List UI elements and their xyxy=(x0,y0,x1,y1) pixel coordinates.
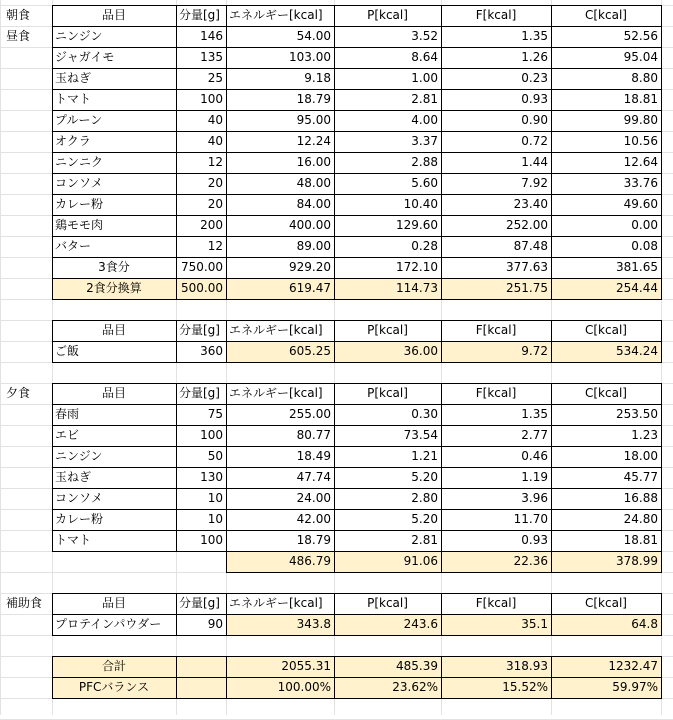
header-p: P[kcal] xyxy=(367,8,408,22)
value-cell: 11.70 xyxy=(513,512,548,526)
value-cell: 100.00% xyxy=(277,680,331,694)
header-energy: エネルギー[kcal] xyxy=(229,8,323,22)
value-cell: 75 xyxy=(207,407,223,421)
value-cell: 619.47 xyxy=(289,281,331,295)
value-cell: 80.77 xyxy=(296,428,331,442)
value-cell: 255.00 xyxy=(289,407,331,421)
value-cell: 47.74 xyxy=(296,470,331,484)
value-cell: 91.06 xyxy=(403,554,438,568)
value-cell: 318.93 xyxy=(506,659,548,673)
value-cell: 0.00 xyxy=(631,218,658,232)
item-name-cell: ニンジン xyxy=(55,449,103,463)
value-cell: 1232.47 xyxy=(608,659,658,673)
value-cell: 0.46 xyxy=(521,449,548,463)
value-cell: 485.39 xyxy=(396,659,438,673)
value-cell: 1.35 xyxy=(521,29,548,43)
header-item: 品目 xyxy=(101,323,126,337)
value-cell: 99.80 xyxy=(623,113,658,127)
item-row xyxy=(0,26,673,47)
header-c: C[kcal] xyxy=(585,386,627,400)
section-label-lunch: 昼食 xyxy=(6,29,31,43)
value-cell: 3.37 xyxy=(411,134,438,148)
header-c: C[kcal] xyxy=(585,596,627,610)
item-name-cell: コンソメ xyxy=(55,491,103,505)
header-row xyxy=(0,320,673,341)
item-name-cell: 合計 xyxy=(101,659,126,673)
value-cell xyxy=(176,656,226,677)
value-cell: 243.6 xyxy=(403,617,438,631)
value-cell: 40 xyxy=(207,113,223,127)
value-cell: 0.30 xyxy=(411,407,438,421)
value-cell: 251.75 xyxy=(506,281,548,295)
item-row xyxy=(0,425,673,446)
value-cell: 10 xyxy=(207,512,223,526)
item-name-cell: ニンニク xyxy=(55,155,104,169)
item-row xyxy=(0,89,673,110)
header-item: 品目 xyxy=(101,596,126,610)
item-name-cell: エビ xyxy=(55,428,80,442)
value-cell: 2.77 xyxy=(521,428,548,442)
header-item: 品目 xyxy=(101,8,126,22)
item-row xyxy=(0,614,673,635)
value-cell: 90 xyxy=(207,617,223,631)
value-cell: 20 xyxy=(207,197,223,211)
value-cell: 2.80 xyxy=(411,491,438,505)
value-cell: 12.64 xyxy=(623,155,658,169)
header-item: 品目 xyxy=(101,386,126,400)
value-cell: 48.00 xyxy=(296,176,331,190)
value-cell: 16.00 xyxy=(296,155,331,169)
value-cell: 89.00 xyxy=(296,239,331,253)
item-name-cell: ジャガイモ xyxy=(55,50,115,64)
value-cell: 95.00 xyxy=(296,113,331,127)
summary-row xyxy=(0,257,673,278)
value-cell: 36.00 xyxy=(403,344,438,358)
section-label-dinner: 夕食 xyxy=(6,386,31,400)
item-row xyxy=(0,173,673,194)
item-row xyxy=(0,341,673,362)
value-cell: 486.79 xyxy=(289,554,331,568)
header-amount: 分量[g] xyxy=(179,386,220,400)
value-cell: 0.08 xyxy=(631,239,658,253)
item-row xyxy=(0,404,673,425)
item-row xyxy=(0,488,673,509)
value-cell: 0.93 xyxy=(521,533,548,547)
item-name-cell: ニンジン xyxy=(55,29,103,43)
item-name-cell: ご飯 xyxy=(55,344,80,358)
value-cell: 22.36 xyxy=(513,554,548,568)
value-cell: 4.00 xyxy=(411,113,438,127)
value-cell: 1.44 xyxy=(521,155,548,169)
value-cell: 253.50 xyxy=(616,407,658,421)
value-cell: 5.20 xyxy=(411,470,438,484)
value-cell: 1.19 xyxy=(521,470,548,484)
header-energy: エネルギー[kcal] xyxy=(229,596,323,610)
value-cell: 534.24 xyxy=(616,344,658,358)
value-cell: 50 xyxy=(207,449,223,463)
header-f: F[kcal] xyxy=(475,596,517,610)
value-cell: 87.48 xyxy=(513,239,548,253)
value-cell: 100 xyxy=(200,428,223,442)
value-cell: 172.10 xyxy=(396,260,438,274)
value-cell: 400.00 xyxy=(289,218,331,232)
item-name-cell: プルーン xyxy=(55,113,103,127)
item-name-cell: トマト xyxy=(55,92,92,106)
value-cell: 3.96 xyxy=(521,491,548,505)
item-row xyxy=(0,530,673,551)
value-cell: 45.77 xyxy=(623,470,658,484)
value-cell: 49.60 xyxy=(623,197,658,211)
item-name-cell: PFCバランス xyxy=(78,680,150,694)
value-cell: 95.04 xyxy=(623,50,658,64)
header-p: P[kcal] xyxy=(367,596,408,610)
value-cell: 5.60 xyxy=(411,176,438,190)
item-name-cell: カレー粉 xyxy=(55,197,104,211)
item-row xyxy=(0,467,673,488)
header-p: P[kcal] xyxy=(367,323,408,337)
header-f: F[kcal] xyxy=(475,8,517,22)
summary-row xyxy=(0,656,673,677)
value-cell: 0.93 xyxy=(521,92,548,106)
item-name-cell: コンソメ xyxy=(55,176,103,190)
value-cell: 114.73 xyxy=(396,281,438,295)
value-cell: 500.00 xyxy=(181,281,223,295)
value-cell: 12 xyxy=(207,155,223,169)
value-cell: 24.80 xyxy=(623,512,658,526)
value-cell: 54.00 xyxy=(296,29,331,43)
item-name-cell: オクラ xyxy=(55,134,91,148)
value-cell: 0.90 xyxy=(521,113,548,127)
value-cell: 64.8 xyxy=(631,617,658,631)
value-cell xyxy=(176,677,226,698)
value-cell: 929.20 xyxy=(289,260,331,274)
item-row xyxy=(0,131,673,152)
value-cell: 73.54 xyxy=(403,428,438,442)
header-row xyxy=(0,5,673,26)
value-cell: 129.60 xyxy=(396,218,438,232)
header-energy: エネルギー[kcal] xyxy=(229,386,323,400)
value-cell: 33.76 xyxy=(623,176,658,190)
item-row xyxy=(0,509,673,530)
item-name-cell: トマト xyxy=(55,533,92,547)
item-name-cell: 2食分換算 xyxy=(86,281,142,295)
header-f: F[kcal] xyxy=(475,323,517,337)
item-row xyxy=(0,68,673,89)
value-cell: 18.79 xyxy=(296,533,331,547)
section-label-breakfast: 朝食 xyxy=(6,8,31,22)
value-cell: 2.81 xyxy=(411,92,438,106)
value-cell: 377.63 xyxy=(506,260,548,274)
value-cell: 12 xyxy=(207,239,223,253)
item-name-cell: プロテインパウダー xyxy=(55,617,162,631)
header-amount: 分量[g] xyxy=(179,323,220,337)
value-cell: 23.40 xyxy=(513,197,548,211)
value-cell: 252.00 xyxy=(506,218,548,232)
value-cell: 18.81 xyxy=(623,533,658,547)
value-cell: 1.26 xyxy=(521,50,548,64)
value-cell: 18.81 xyxy=(623,92,658,106)
item-name-cell: 3食分 xyxy=(98,260,130,274)
item-row xyxy=(0,215,673,236)
value-cell: 103.00 xyxy=(289,50,331,64)
value-cell: 135 xyxy=(200,50,223,64)
value-cell: 10 xyxy=(207,491,223,505)
item-name-cell: カレー粉 xyxy=(55,512,104,526)
item-row xyxy=(0,47,673,68)
value-cell: 1.21 xyxy=(411,449,438,463)
header-c: C[kcal] xyxy=(585,323,627,337)
item-row xyxy=(0,194,673,215)
value-cell: 254.44 xyxy=(616,281,658,295)
item-name-cell: 玉ねぎ xyxy=(55,470,92,484)
value-cell: 2055.31 xyxy=(281,659,331,673)
summary-row xyxy=(0,551,673,572)
header-c: C[kcal] xyxy=(585,8,627,22)
value-cell: 25 xyxy=(207,71,223,85)
value-cell: 381.65 xyxy=(616,260,658,274)
value-cell: 3.52 xyxy=(411,29,438,43)
value-cell: 10.40 xyxy=(403,197,438,211)
value-cell: 360 xyxy=(200,344,223,358)
item-name-cell: 鶏モモ肉 xyxy=(55,218,104,232)
item-name-cell: バター xyxy=(55,239,92,253)
value-cell: 42.00 xyxy=(296,512,331,526)
value-cell: 1.23 xyxy=(631,428,658,442)
value-cell: 24.00 xyxy=(296,491,331,505)
value-cell: 100 xyxy=(200,92,223,106)
header-row xyxy=(0,593,673,614)
value-cell: 9.72 xyxy=(521,344,548,358)
value-cell: 2.88 xyxy=(411,155,438,169)
header-energy: エネルギー[kcal] xyxy=(229,323,323,337)
value-cell: 59.97% xyxy=(612,680,658,694)
header-amount: 分量[g] xyxy=(179,8,220,22)
value-cell: 343.8 xyxy=(296,617,331,631)
value-cell: 8.80 xyxy=(631,71,658,85)
header-amount: 分量[g] xyxy=(179,596,220,610)
header-p: P[kcal] xyxy=(367,386,408,400)
value-cell: 15.52% xyxy=(502,680,548,694)
value-cell: 605.25 xyxy=(289,344,331,358)
value-cell: 130 xyxy=(200,470,223,484)
value-cell: 200 xyxy=(200,218,223,232)
value-cell: 8.64 xyxy=(411,50,438,64)
value-cell: 12.24 xyxy=(296,134,331,148)
item-name-cell: 玉ねぎ xyxy=(55,71,92,85)
header-row xyxy=(0,383,673,404)
value-cell: 40 xyxy=(207,134,223,148)
summary-row xyxy=(0,278,673,299)
value-cell: 146 xyxy=(200,29,223,43)
item-row xyxy=(0,152,673,173)
value-cell: 100 xyxy=(200,533,223,547)
item-row xyxy=(0,236,673,257)
value-cell: 2.81 xyxy=(411,533,438,547)
value-cell: 0.72 xyxy=(521,134,548,148)
value-cell: 18.49 xyxy=(296,449,331,463)
value-cell: 84.00 xyxy=(296,197,331,211)
item-row xyxy=(0,110,673,131)
value-cell: 20 xyxy=(207,176,223,190)
item-name-cell xyxy=(52,551,176,572)
summary-row xyxy=(0,677,673,698)
value-cell: 18.79 xyxy=(296,92,331,106)
value-cell: 16.88 xyxy=(623,491,658,505)
item-name-cell: 春雨 xyxy=(55,407,80,421)
value-cell: 5.20 xyxy=(411,512,438,526)
value-cell: 10.56 xyxy=(623,134,658,148)
value-cell: 23.62% xyxy=(392,680,438,694)
value-cell: 18.00 xyxy=(623,449,658,463)
value-cell: 0.28 xyxy=(411,239,438,253)
value-cell: 1.35 xyxy=(521,407,548,421)
value-cell: 0.23 xyxy=(521,71,548,85)
item-row xyxy=(0,446,673,467)
value-cell: 9.18 xyxy=(304,71,331,85)
header-f: F[kcal] xyxy=(475,386,517,400)
value-cell: 378.99 xyxy=(616,554,658,568)
value-cell: 35.1 xyxy=(521,617,548,631)
section-label-supplement: 補助食 xyxy=(6,596,43,610)
value-cell: 7.92 xyxy=(521,176,548,190)
value-cell xyxy=(176,551,226,572)
value-cell: 750.00 xyxy=(181,260,223,274)
value-cell: 52.56 xyxy=(623,29,658,43)
value-cell: 1.00 xyxy=(411,71,438,85)
